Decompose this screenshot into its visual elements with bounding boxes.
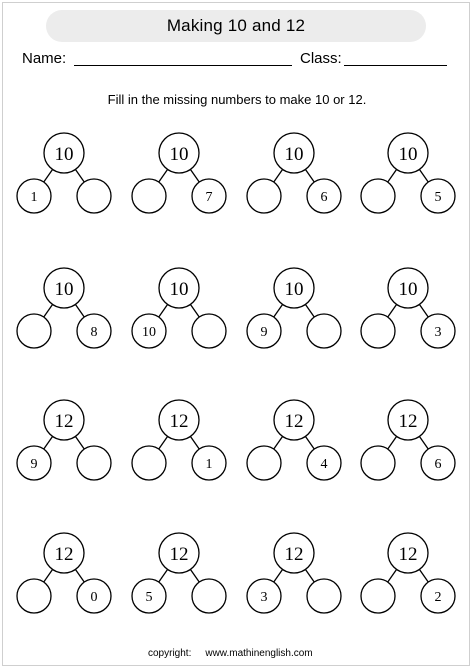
bond-connector-line	[44, 304, 53, 317]
bond-connector-line	[190, 169, 199, 182]
bond-total-value: 12	[169, 411, 189, 432]
bond-part-value-right: 4	[320, 457, 328, 472]
bond-connector-line	[388, 304, 397, 317]
bond-answer-blank-right[interactable]	[307, 314, 341, 348]
bond-connector-line	[419, 304, 428, 317]
bond-connector-line	[190, 304, 199, 317]
bond-answer-blank-left[interactable]	[247, 446, 281, 480]
bond-connector-line	[44, 569, 53, 582]
bond-part-value-left: 9	[30, 457, 38, 472]
bond-total-value: 12	[284, 544, 304, 565]
number-bond	[17, 400, 111, 480]
bond-part-value-right: 3	[434, 325, 442, 340]
bond-total-value: 10	[169, 279, 189, 300]
bond-connector-line	[75, 304, 84, 317]
number-bond	[132, 533, 226, 613]
bond-part-value-left: 5	[145, 590, 153, 605]
bond-part-value-right: 5	[434, 190, 442, 205]
bond-answer-blank-right[interactable]	[307, 579, 341, 613]
bond-total-value: 10	[54, 144, 74, 165]
bond-answer-blank-left[interactable]	[361, 579, 395, 613]
bond-connector-line	[274, 436, 283, 449]
bond-connector-line	[305, 169, 314, 182]
bond-connector-line	[44, 169, 53, 182]
bond-total-value: 12	[398, 544, 418, 565]
bond-total-value: 12	[54, 544, 74, 565]
number-bond	[17, 268, 111, 348]
footer	[148, 648, 313, 659]
bond-total-value: 10	[54, 279, 74, 300]
bond-answer-blank-left[interactable]	[247, 179, 281, 213]
bond-part-value-right: 6	[434, 457, 442, 472]
bond-answer-blank-right[interactable]	[192, 314, 226, 348]
bond-total-value: 12	[284, 411, 304, 432]
bond-answer-blank-left[interactable]	[132, 446, 166, 480]
bond-connector-line	[419, 169, 428, 182]
bond-part-value-right: 7	[205, 190, 213, 205]
number-bond	[247, 268, 341, 348]
bond-answer-blank-left[interactable]	[17, 579, 51, 613]
number-bond	[17, 133, 111, 213]
bond-connector-line	[159, 569, 168, 582]
bond-connector-line	[75, 436, 84, 449]
page-title-text: Making 10 and 12	[166, 16, 306, 35]
bond-connector-line	[75, 169, 84, 182]
number-bond	[247, 533, 341, 613]
bond-connector-line	[419, 436, 428, 449]
bond-connector-line	[419, 569, 428, 582]
bond-part-value-right: 0	[90, 590, 98, 605]
bond-connector-line	[388, 169, 397, 182]
class-label: Class:	[300, 50, 342, 67]
bond-connector-line	[159, 169, 168, 182]
number-bond	[361, 533, 455, 613]
bond-connector-line	[305, 304, 314, 317]
bond-total-value: 10	[169, 144, 189, 165]
bond-connector-line	[44, 436, 53, 449]
bond-total-value: 10	[284, 144, 304, 165]
bond-connector-line	[274, 304, 283, 317]
number-bond	[17, 533, 111, 613]
number-bond	[132, 133, 226, 213]
number-bond	[247, 133, 341, 213]
bond-part-value-left: 9	[260, 325, 268, 340]
bond-connector-line	[305, 436, 314, 449]
bond-connector-line	[388, 569, 397, 582]
number-bond	[361, 133, 455, 213]
bond-part-value-right: 2	[434, 590, 442, 605]
bond-part-value-right: 1	[205, 457, 213, 472]
bond-connector-line	[190, 436, 199, 449]
bond-answer-blank-left[interactable]	[132, 179, 166, 213]
bond-connector-line	[305, 569, 314, 582]
bond-part-value-right: 8	[90, 325, 98, 340]
bond-answer-blank-left[interactable]	[361, 314, 395, 348]
bond-connector-line	[274, 169, 283, 182]
bond-total-value: 10	[398, 279, 418, 300]
bond-total-value: 12	[54, 411, 74, 432]
bond-answer-blank-right[interactable]	[77, 446, 111, 480]
bond-total-value: 10	[398, 144, 418, 165]
bond-total-value: 10	[284, 279, 304, 300]
bond-answer-blank-left[interactable]	[361, 446, 395, 480]
bond-connector-line	[75, 569, 84, 582]
bond-total-value: 12	[169, 544, 189, 565]
copyright-label: copyright:	[148, 648, 192, 659]
bond-part-value-left: 3	[260, 590, 268, 605]
website-link[interactable]: www.mathinenglish.com	[205, 648, 313, 659]
bond-answer-blank-left[interactable]	[17, 314, 51, 348]
bond-total-value: 12	[398, 411, 418, 432]
instructions: Fill in the missing numbers to make 10 or 12.	[107, 92, 367, 107]
number-bond	[361, 268, 455, 348]
bond-connector-line	[159, 304, 168, 317]
number-bond	[132, 268, 226, 348]
bond-answer-blank-left[interactable]	[361, 179, 395, 213]
bond-part-value-left: 10	[142, 325, 156, 340]
number-bond	[132, 400, 226, 480]
bond-connector-line	[159, 436, 168, 449]
number-bond	[361, 400, 455, 480]
bond-part-value-right: 6	[320, 190, 328, 205]
bond-answer-blank-right[interactable]	[77, 179, 111, 213]
bond-connector-line	[190, 569, 199, 582]
bond-part-value-left: 1	[30, 190, 38, 205]
name-label: Name:	[22, 50, 67, 67]
bond-connector-line	[274, 569, 283, 582]
bond-answer-blank-right[interactable]	[192, 579, 226, 613]
bond-connector-line	[388, 436, 397, 449]
number-bond	[247, 400, 341, 480]
